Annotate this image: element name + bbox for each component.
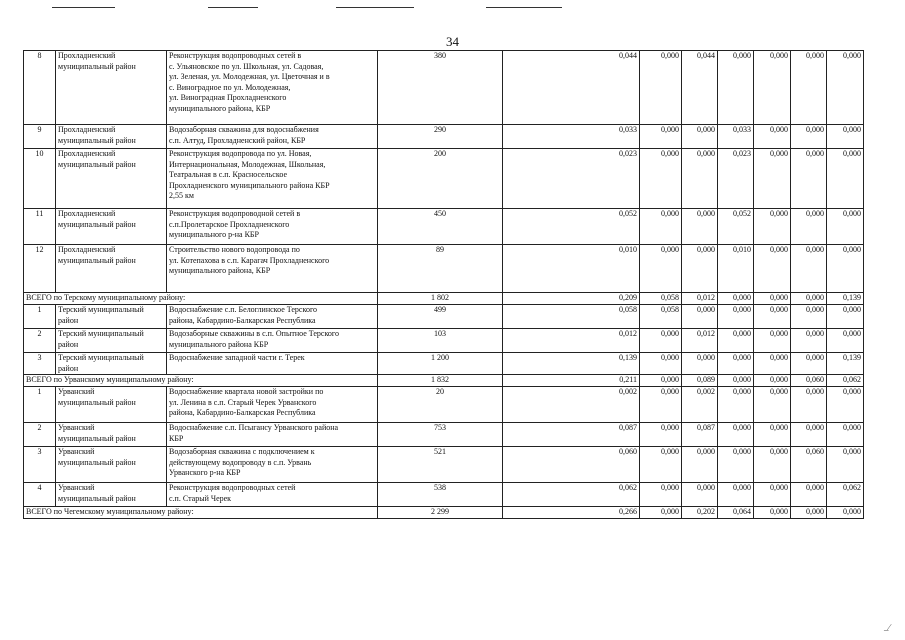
capacity-cell: 521 xyxy=(378,447,503,483)
value-cell: 0,000 xyxy=(827,305,864,329)
value-cell: 0,266 xyxy=(503,507,640,519)
value-cell: 0,012 xyxy=(682,329,718,353)
value-cell: 0,000 xyxy=(827,245,864,293)
value-cell: 0,000 xyxy=(682,483,718,507)
value-cell: 0,000 xyxy=(718,305,754,329)
value-cell: 0,000 xyxy=(754,51,791,125)
total-row xyxy=(24,375,864,387)
value-cell: 0,000 xyxy=(640,483,682,507)
table-row xyxy=(24,149,864,209)
value-cell: 0,000 xyxy=(754,245,791,293)
district-cell: Урванский муниципальный район xyxy=(56,423,167,447)
district-cell: Прохладненский муниципальный район xyxy=(56,209,167,245)
value-cell: 0,002 xyxy=(503,387,640,423)
capacity-cell: 450 xyxy=(378,209,503,245)
capacity-cell: 1 832 xyxy=(378,375,503,387)
value-cell: 0,000 xyxy=(640,125,682,149)
value-cell: 0,064 xyxy=(718,507,754,519)
value-cell: 0,000 xyxy=(682,125,718,149)
value-cell: 0,000 xyxy=(827,51,864,125)
project-cell: Водозаборная скважина для водоснабжения с.п. Алтуд, Прохладненский район, КБР xyxy=(167,125,378,149)
project-cell: Реконструкция водопроводной сетей в с.п.Пролетарское Прохладненского муниципального р-на КБР xyxy=(167,209,378,245)
value-cell: 0,052 xyxy=(503,209,640,245)
value-cell: 0,000 xyxy=(640,245,682,293)
value-cell: 0,000 xyxy=(791,305,827,329)
district-cell: Прохладненский муниципальный район xyxy=(56,51,167,125)
table-row xyxy=(24,329,864,353)
value-cell: 0,211 xyxy=(503,375,640,387)
district-cell: Прохладненский муниципальный район xyxy=(56,149,167,209)
district-cell: Урванский муниципальный район xyxy=(56,483,167,507)
value-cell: 0,060 xyxy=(791,447,827,483)
project-cell: Водозаборная скважина с подключением к действующему водопроводу в с.п. Урвань Урванского р-на КБР xyxy=(167,447,378,483)
capacity-cell: 1 200 xyxy=(378,353,503,375)
capacity-cell: 499 xyxy=(378,305,503,329)
value-cell: 0,023 xyxy=(503,149,640,209)
row-number: 9 xyxy=(24,125,56,149)
investment-table xyxy=(23,50,864,519)
value-cell: 0,209 xyxy=(503,293,640,305)
project-cell: Водоснабжение квартала новой застройки по ул. Ленина в с.п. Старый Черек Урванского района, Кабардино-Балкарская Республика xyxy=(167,387,378,423)
value-cell: 0,000 xyxy=(682,149,718,209)
value-cell: 0,000 xyxy=(754,387,791,423)
value-cell: 0,060 xyxy=(503,447,640,483)
table-row xyxy=(24,423,864,447)
row-number: 4 xyxy=(24,483,56,507)
value-cell: 0,000 xyxy=(754,423,791,447)
row-number: 2 xyxy=(24,423,56,447)
value-cell: 0,000 xyxy=(718,293,754,305)
value-cell: 0,012 xyxy=(503,329,640,353)
table-row xyxy=(24,245,864,293)
value-cell: 0,087 xyxy=(682,423,718,447)
value-cell: 0,000 xyxy=(682,209,718,245)
header-rule xyxy=(486,7,562,8)
project-cell: Водоснабжение с.п. Белоглинское Терского района, Кабардино-Балкарская Республика xyxy=(167,305,378,329)
value-cell: 0,000 xyxy=(640,51,682,125)
value-cell: 0,033 xyxy=(718,125,754,149)
header-rule xyxy=(336,7,414,8)
value-cell: 0,000 xyxy=(754,329,791,353)
value-cell: 0,000 xyxy=(718,51,754,125)
value-cell: 0,139 xyxy=(503,353,640,375)
value-cell: 0,000 xyxy=(791,507,827,519)
value-cell: 0,000 xyxy=(754,375,791,387)
value-cell: 0,000 xyxy=(754,305,791,329)
value-cell: 0,000 xyxy=(754,447,791,483)
value-cell: 0,000 xyxy=(791,125,827,149)
value-cell: 0,000 xyxy=(718,447,754,483)
district-cell: Урванский муниципальный район xyxy=(56,447,167,483)
project-cell: Реконструкция водопровода по ул. Новая, Интернациональная, Молодежная, Школьная, Театральная в с.п. Красносельское Прохладненского муниципального района КБР 2,55 км xyxy=(167,149,378,209)
value-cell: 0,000 xyxy=(791,423,827,447)
value-cell: 0,000 xyxy=(791,483,827,507)
value-cell: 0,060 xyxy=(791,375,827,387)
table-body xyxy=(24,51,864,519)
value-cell: 0,044 xyxy=(503,51,640,125)
value-cell: 0,033 xyxy=(503,125,640,149)
value-cell: 0,044 xyxy=(682,51,718,125)
value-cell: 0,000 xyxy=(640,375,682,387)
table-row xyxy=(24,483,864,507)
header-rule xyxy=(52,7,115,8)
value-cell: 0,000 xyxy=(682,447,718,483)
value-cell: 0,000 xyxy=(827,447,864,483)
total-label: ВСЕГО по Чегемскому муниципальному району: xyxy=(24,507,378,519)
row-number: 3 xyxy=(24,447,56,483)
row-number: 1 xyxy=(24,305,56,329)
value-cell: 0,000 xyxy=(791,245,827,293)
row-number: 2 xyxy=(24,329,56,353)
value-cell: 0,139 xyxy=(827,353,864,375)
value-cell: 0,000 xyxy=(754,149,791,209)
value-cell: 0,087 xyxy=(503,423,640,447)
capacity-cell: 20 xyxy=(378,387,503,423)
value-cell: 0,000 xyxy=(640,507,682,519)
capacity-cell: 538 xyxy=(378,483,503,507)
page-number: 34 xyxy=(446,34,459,49)
capacity-cell: 290 xyxy=(378,125,503,149)
value-cell: 0,062 xyxy=(827,483,864,507)
value-cell: 0,023 xyxy=(718,149,754,209)
value-cell: 0,139 xyxy=(827,293,864,305)
row-number: 10 xyxy=(24,149,56,209)
value-cell: 0,000 xyxy=(682,305,718,329)
value-cell: 0,000 xyxy=(682,353,718,375)
value-cell: 0,058 xyxy=(640,305,682,329)
project-cell: Водозаборные скважины в с.п. Опытное Терского муниципального района КБР xyxy=(167,329,378,353)
value-cell: 0,000 xyxy=(718,423,754,447)
value-cell: 0,000 xyxy=(827,329,864,353)
capacity-cell: 380 xyxy=(378,51,503,125)
capacity-cell: 103 xyxy=(378,329,503,353)
value-cell: 0,000 xyxy=(791,51,827,125)
district-cell: Терский муниципальный район xyxy=(56,353,167,375)
value-cell: 0,062 xyxy=(503,483,640,507)
value-cell: 0,000 xyxy=(791,293,827,305)
value-cell: 0,000 xyxy=(791,353,827,375)
capacity-cell: 753 xyxy=(378,423,503,447)
value-cell: 0,000 xyxy=(718,353,754,375)
row-number: 1 xyxy=(24,387,56,423)
value-cell: 0,000 xyxy=(718,375,754,387)
table-row xyxy=(24,305,864,329)
project-cell: Водоснабжение с.п. Псыгансу Урванского района КБР xyxy=(167,423,378,447)
capacity-cell: 2 299 xyxy=(378,507,503,519)
value-cell: 0,202 xyxy=(682,507,718,519)
row-number: 3 xyxy=(24,353,56,375)
value-cell: 0,000 xyxy=(640,447,682,483)
row-number: 8 xyxy=(24,51,56,125)
value-cell: 0,000 xyxy=(754,483,791,507)
district-cell: Урванский муниципальный район xyxy=(56,387,167,423)
value-cell: 0,000 xyxy=(827,209,864,245)
value-cell: 0,000 xyxy=(827,387,864,423)
value-cell: 0,010 xyxy=(718,245,754,293)
value-cell: 0,000 xyxy=(827,149,864,209)
value-cell: 0,010 xyxy=(503,245,640,293)
value-cell: 0,000 xyxy=(640,149,682,209)
value-cell: 0,052 xyxy=(718,209,754,245)
value-cell: 0,000 xyxy=(754,507,791,519)
value-cell: 0,000 xyxy=(827,507,864,519)
value-cell: 0,000 xyxy=(791,209,827,245)
table-row xyxy=(24,125,864,149)
value-cell: 0,058 xyxy=(640,293,682,305)
value-cell: 0,012 xyxy=(682,293,718,305)
value-cell: 0,000 xyxy=(827,125,864,149)
scan-mark: _∕ xyxy=(884,622,891,632)
value-cell: 0,000 xyxy=(640,353,682,375)
project-cell: Водоснабжение западной части г. Терек xyxy=(167,353,378,375)
value-cell: 0,000 xyxy=(754,293,791,305)
total-label: ВСЕГО по Урванскому муниципальному району: xyxy=(24,375,378,387)
value-cell: 0,000 xyxy=(718,387,754,423)
value-cell: 0,000 xyxy=(827,423,864,447)
value-cell: 0,000 xyxy=(754,125,791,149)
table-row xyxy=(24,387,864,423)
value-cell: 0,000 xyxy=(640,423,682,447)
project-cell: Строительство нового водопровода по ул. Котепахова в с.п. Карагач Прохладненского муниципального района, КБР xyxy=(167,245,378,293)
header-rule xyxy=(208,7,258,8)
value-cell: 0,000 xyxy=(640,387,682,423)
value-cell: 0,000 xyxy=(640,209,682,245)
value-cell: 0,000 xyxy=(754,209,791,245)
total-row xyxy=(24,507,864,519)
table-row xyxy=(24,353,864,375)
district-cell: Терский муниципальный район xyxy=(56,329,167,353)
row-number: 12 xyxy=(24,245,56,293)
district-cell: Терский муниципальный район xyxy=(56,305,167,329)
value-cell: 0,000 xyxy=(682,245,718,293)
project-cell: Реконструкция водопроводных сетей с.п. Старый Черек xyxy=(167,483,378,507)
table-row xyxy=(24,447,864,483)
value-cell: 0,000 xyxy=(791,387,827,423)
capacity-cell: 200 xyxy=(378,149,503,209)
value-cell: 0,000 xyxy=(718,483,754,507)
value-cell: 0,062 xyxy=(827,375,864,387)
row-number: 11 xyxy=(24,209,56,245)
total-row xyxy=(24,293,864,305)
value-cell: 0,000 xyxy=(791,329,827,353)
table-row xyxy=(24,51,864,125)
value-cell: 0,058 xyxy=(503,305,640,329)
value-cell: 0,000 xyxy=(791,149,827,209)
value-cell: 0,089 xyxy=(682,375,718,387)
table-row xyxy=(24,209,864,245)
total-label: ВСЕГО по Терскому муниципальному району: xyxy=(24,293,378,305)
capacity-cell: 89 xyxy=(378,245,503,293)
value-cell: 0,000 xyxy=(718,329,754,353)
district-cell: Прохладненский муниципальный район xyxy=(56,125,167,149)
capacity-cell: 1 802 xyxy=(378,293,503,305)
value-cell: 0,000 xyxy=(640,329,682,353)
value-cell: 0,000 xyxy=(754,353,791,375)
district-cell: Прохладненский муниципальный район xyxy=(56,245,167,293)
project-cell: Реконструкция водопроводных сетей в с. Ульяновское по ул. Школьная, ул. Садовая, ул. Зеленая, ул. Молодежная, ул. Цветочная и в с. Виноградное по ул. Молодежная, ул. Виноградная Прохладненского муниципального района, КБР xyxy=(167,51,378,125)
value-cell: 0,002 xyxy=(682,387,718,423)
